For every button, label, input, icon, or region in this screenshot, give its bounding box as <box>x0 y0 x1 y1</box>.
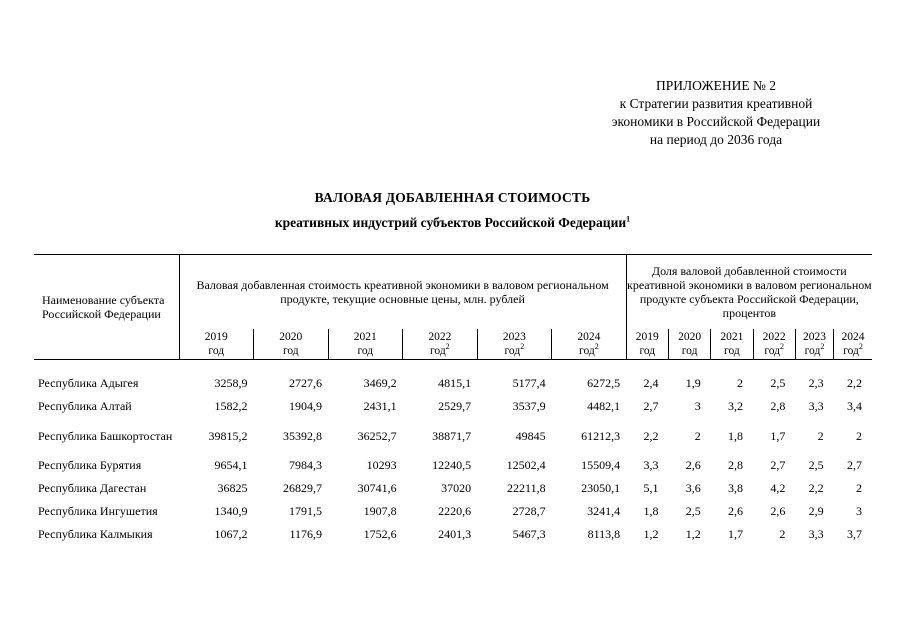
column-group-gva: Валовая добавленная стоимость креативной экономики в валовом региональном продукте, текущие основные цены, млн. рублей <box>179 255 626 330</box>
footnote-marker: 2 <box>520 342 525 352</box>
year-label: 2023 <box>802 331 826 343</box>
year-unit-text: год <box>504 345 521 357</box>
year-unit-text: год <box>579 345 595 357</box>
region-name: Республика Калмыкия <box>38 527 153 541</box>
gva-value: 5467,3 <box>512 527 546 541</box>
gva-value: 7984,3 <box>289 458 323 472</box>
gva-value: 2529,7 <box>438 399 472 413</box>
year-unit <box>552 344 626 358</box>
share-value: 2,5 <box>685 504 701 518</box>
share-value: 3,7 <box>847 527 862 541</box>
share-value: 1,2 <box>643 527 659 541</box>
share-value: 1,8 <box>728 428 744 443</box>
year-unit <box>669 344 710 358</box>
year-header <box>179 329 254 360</box>
gva-value: 2220,6 <box>438 504 472 518</box>
gva-value: 2431,1 <box>363 399 397 413</box>
year-header <box>403 329 478 360</box>
table-row <box>34 372 872 395</box>
appendix-block <box>560 77 872 149</box>
gva-value: 38871,7 <box>432 428 472 443</box>
year-unit-text: год <box>282 345 299 357</box>
share-value: 3 <box>694 399 701 413</box>
share-value: 2 <box>694 428 701 443</box>
share-value: 2,4 <box>643 376 659 390</box>
appendix-line: к Стратегии развития креативной <box>619 96 813 111</box>
share-value: 1,9 <box>685 376 701 390</box>
year-label: 2022 <box>762 331 786 343</box>
share-value: 2 <box>737 376 744 390</box>
year-unit-text: год <box>208 345 225 357</box>
region-name: Республика Бурятия <box>38 458 142 472</box>
share-value: 2,8 <box>728 458 744 472</box>
share-value: 2,3 <box>808 376 824 390</box>
year-unit <box>627 344 668 358</box>
table-body <box>34 360 872 547</box>
share-value: 2,2 <box>808 481 824 495</box>
gva-value: 12240,5 <box>432 458 472 472</box>
year-unit-text: год <box>804 345 821 357</box>
year-header <box>477 329 552 360</box>
year-label: 2019 <box>635 331 659 343</box>
share-value: 2 <box>779 527 786 541</box>
gva-value: 49845 <box>515 428 546 443</box>
share-value: 2,2 <box>643 428 659 443</box>
spacer-row <box>34 360 872 373</box>
year-header <box>668 329 710 360</box>
year-header <box>711 329 753 360</box>
gva-value: 1791,5 <box>289 504 323 518</box>
column-header-name: Наименование субъекта Российской Федерации <box>34 255 179 360</box>
share-value: 1,2 <box>685 527 701 541</box>
gva-value: 10293 <box>366 458 397 472</box>
share-value: 3,3 <box>808 527 824 541</box>
share-value: 5,1 <box>643 481 659 495</box>
region-name: Республика Башкортостан <box>38 428 173 443</box>
share-value: 2,5 <box>808 458 824 472</box>
gva-value: 35392,8 <box>283 428 323 443</box>
year-label: 2022 <box>428 331 452 343</box>
gva-value: 3537,9 <box>512 399 546 413</box>
year-label: 2020 <box>279 331 303 343</box>
gva-value: 1176,9 <box>289 527 323 541</box>
year-header <box>552 329 627 360</box>
document-subtitle <box>0 215 905 231</box>
year-label: 2024 <box>841 331 865 343</box>
share-value: 4,2 <box>770 481 786 495</box>
appendix-line: экономики в Российской Федерации <box>611 114 821 129</box>
table-row <box>34 395 872 418</box>
share-value: 2 <box>856 428 862 443</box>
gva-value: 1582,2 <box>214 399 248 413</box>
appendix-line: на период до 2036 года <box>649 132 783 147</box>
footnote-marker: 2 <box>445 342 450 352</box>
share-value: 2,6 <box>685 458 701 472</box>
share-value: 3,3 <box>808 399 824 413</box>
gva-value: 2728,7 <box>512 504 546 518</box>
share-value: 2,7 <box>643 399 659 413</box>
year-label: 2020 <box>678 331 702 343</box>
year-unit <box>711 344 752 358</box>
share-value: 3,2 <box>728 399 744 413</box>
year-unit <box>834 344 872 358</box>
document-title: ВАЛОВАЯ ДОБАВЛЕННАЯ СТОИМОСТЬ <box>314 190 591 205</box>
share-value: 2 <box>856 481 862 495</box>
share-value: 2,9 <box>808 504 824 518</box>
year-header <box>328 329 403 360</box>
year-unit-text: год <box>843 345 859 357</box>
year-unit <box>254 344 328 358</box>
gva-value: 9654,1 <box>214 458 248 472</box>
share-value: 1,8 <box>643 504 659 518</box>
year-unit-text: год <box>429 345 446 357</box>
gva-value: 1067,2 <box>214 527 248 541</box>
year-header <box>795 329 833 360</box>
share-value: 2,5 <box>770 376 786 390</box>
share-value: 2,6 <box>728 504 744 518</box>
share-value: 1,7 <box>728 527 744 541</box>
year-unit <box>329 344 403 358</box>
table-row <box>34 477 872 500</box>
gva-value: 37020 <box>441 481 472 495</box>
gva-value: 5177,4 <box>512 376 546 390</box>
table-row <box>34 418 872 454</box>
region-name: Республика Дагестан <box>38 481 147 495</box>
share-value: 2 <box>817 428 824 443</box>
year-unit <box>478 344 552 358</box>
gva-value: 23050,1 <box>581 481 621 495</box>
year-header <box>753 329 795 360</box>
gva-value: 36252,7 <box>357 428 397 443</box>
year-unit-text: год <box>724 345 740 357</box>
year-label: 2021 <box>353 331 377 343</box>
data-table <box>34 254 872 546</box>
year-header <box>626 329 668 360</box>
gva-value: 3241,4 <box>587 504 621 518</box>
subtitle-text: креативных индустрий субъектов Российской Федерации <box>274 215 627 230</box>
year-header <box>254 329 329 360</box>
share-value: 3,3 <box>643 458 659 472</box>
year-unit-text: год <box>764 345 781 357</box>
region-name: Республика Алтай <box>38 399 132 413</box>
share-value: 3 <box>856 504 862 518</box>
share-value: 1,7 <box>770 428 786 443</box>
gva-value: 2401,3 <box>438 527 472 541</box>
column-group-share: Доля валовой добавленной стоимости креативной экономики в валовом региональном продукте субъекта Российской Федерации, процентов <box>626 255 872 330</box>
gva-value: 4815,1 <box>438 376 472 390</box>
gva-value: 36825 <box>217 481 248 495</box>
gva-value: 4482,1 <box>587 399 621 413</box>
year-unit-text: год <box>357 345 374 357</box>
gva-value: 6272,5 <box>587 376 621 390</box>
share-value: 3,8 <box>728 481 744 495</box>
gva-value: 26829,7 <box>283 481 323 495</box>
share-value: 2,7 <box>847 458 862 472</box>
share-value: 2,8 <box>770 399 786 413</box>
year-unit-text: год <box>681 345 698 357</box>
year-unit <box>754 344 795 358</box>
table-row <box>34 500 872 523</box>
footnote-marker: 2 <box>858 342 863 352</box>
share-value: 2,2 <box>847 376 862 390</box>
gva-value: 2727,6 <box>289 376 323 390</box>
year-unit <box>796 344 833 358</box>
footnote-marker: 2 <box>594 342 599 352</box>
year-label: 2023 <box>502 331 526 343</box>
gva-value: 1340,9 <box>214 504 248 518</box>
share-value: 3,4 <box>847 399 862 413</box>
gva-value: 15509,4 <box>581 458 621 472</box>
year-unit <box>180 344 254 358</box>
footnote-marker: 2 <box>780 342 785 352</box>
table-row <box>34 523 872 546</box>
gva-value: 1904,9 <box>289 399 323 413</box>
gva-value: 3469,2 <box>363 376 397 390</box>
gva-value: 22211,8 <box>507 481 546 495</box>
year-label: 2019 <box>204 331 228 343</box>
gva-value: 1907,8 <box>363 504 397 518</box>
gva-value: 1752,6 <box>363 527 397 541</box>
footnote-marker: 1 <box>626 214 631 224</box>
gva-value: 39815,2 <box>208 428 248 443</box>
header-row <box>34 255 872 330</box>
gva-value: 3258,9 <box>214 376 248 390</box>
share-value: 2,6 <box>770 504 786 518</box>
table-row <box>34 454 872 477</box>
gva-value: 61212,3 <box>581 428 621 443</box>
share-value: 3,6 <box>685 481 701 495</box>
gva-value: 30741,6 <box>357 481 397 495</box>
year-label: 2021 <box>720 331 744 343</box>
year-unit-text: год <box>639 345 656 357</box>
gva-value: 12502,4 <box>506 458 546 472</box>
region-name: Республика Ингушетия <box>38 504 158 518</box>
year-label: 2024 <box>577 331 601 343</box>
year-unit <box>403 344 477 358</box>
footnote-marker: 2 <box>820 342 825 352</box>
gva-value: 8113,8 <box>587 527 621 541</box>
appendix-heading: ПРИЛОЖЕНИЕ № 2 <box>655 78 777 93</box>
share-value: 2,7 <box>770 458 786 472</box>
region-name: Республика Адыгея <box>38 376 139 390</box>
year-header <box>834 329 872 360</box>
